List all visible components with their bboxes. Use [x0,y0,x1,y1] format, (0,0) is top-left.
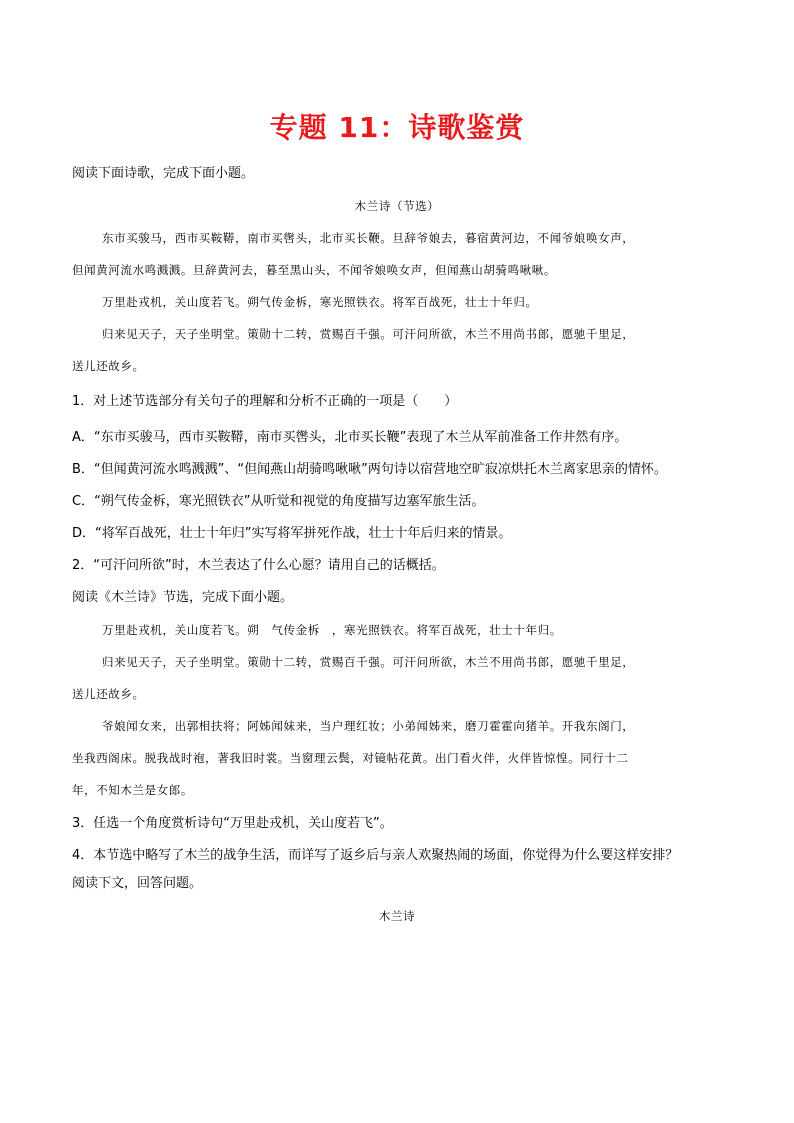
question-1-option-b: B．“但闻黄河流水鸣溅溅”、“但闻燕山胡骑鸣啾啾”两句诗以宿营地空旷寂凉烘托木兰离家思亲的情怀。 [72,462,667,477]
poem-line: 万里赴戎机，关山度若飞。朔气传金柝，寒光照铁衣。将军百战死，壮士十年归。 [102,295,538,309]
question-3: 3．任选一个角度赏析诗句“万里赴戎机，关山度若飞”。 [72,816,393,831]
poem-line: 送儿还故乡。 [72,359,145,373]
poem-line: 万里赴戎机，关山度若飞。朔 气传金柝 ，寒光照铁衣。将军百战死，壮士十年归。 [102,623,562,637]
poem-line: 爷娘闻女来，出郭相扶将；阿姊闻妹来，当户理红妆；小弟闻姊来，磨刀霍霍向猪羊。开我东阁门， [102,719,635,733]
question-1-option-a: A．“东市买骏马，西市买鞍鞯，南市买辔头，北市买长鞭”表现了木兰从军前准备工作井然有序。 [72,430,628,445]
poem-line: 但闻黄河流水鸣溅溅。旦辞黄河去，暮至黑山头，不闻爷娘唤女声，但闻燕山胡骑鸣啾啾。 [72,263,556,277]
reading-instruction-1: 阅读下面诗歌，完成下面小题。 [72,166,255,181]
poem-title-excerpt: 木兰诗（节选） [354,199,440,213]
poem-line: 年，不知木兰是女郎。 [72,783,193,797]
question-2: 2．“可汗问所欲”时，木兰表达了什么心愿？请用自己的话概括。 [72,558,445,573]
question-1-option-c: C．“朔气传金柝，寒光照铁衣”从听觉和视觉的角度描写边塞军旅生活。 [72,494,485,509]
question-1-stem: 1．对上述节选部分有关句子的理解和分析不正确的一项是（ ） [72,394,458,409]
page-title: 专题 11：诗歌鉴赏 [269,111,525,144]
question-4: 4．本节选中略写了木兰的战争生活，而详写了返乡后与亲人欢聚热闹的场面，你觉得为什么要这样安排？ [72,848,679,863]
poem-line: 归来见天子，天子坐明堂。策勋十二转，赏赐百千强。可汗问所欲，木兰不用尚书郎，愿驰千里足， [102,655,635,669]
poem-line: 坐我西阁床。脱我战时袍，著我旧时裳。当窗理云鬓，对镜帖花黄。出门看火伴，火伴皆惊惶。同行十二 [72,751,629,765]
question-1-option-d: D．“将军百战死，壮士十年归”实写将军拼死作战，壮士十年后归来的情景。 [72,526,512,541]
poem-line: 归来见天子，天子坐明堂。策勋十二转，赏赐百千强。可汗问所欲，木兰不用尚书郎，愿驰千里足， [102,327,635,341]
poem-line: 送儿还故乡。 [72,687,145,701]
poem-title: 木兰诗 [378,909,416,923]
poem-line: 东市买骏马，西市买鞍鞯，南市买辔头，北市买长鞭。旦辞爷娘去，暮宿黄河边，不闻爷娘唤女声， [102,231,635,245]
reading-instruction-2: 阅读《木兰诗》节选，完成下面小题。 [72,590,294,605]
reading-instruction-3: 阅读下文，回答问题。 [72,876,203,891]
